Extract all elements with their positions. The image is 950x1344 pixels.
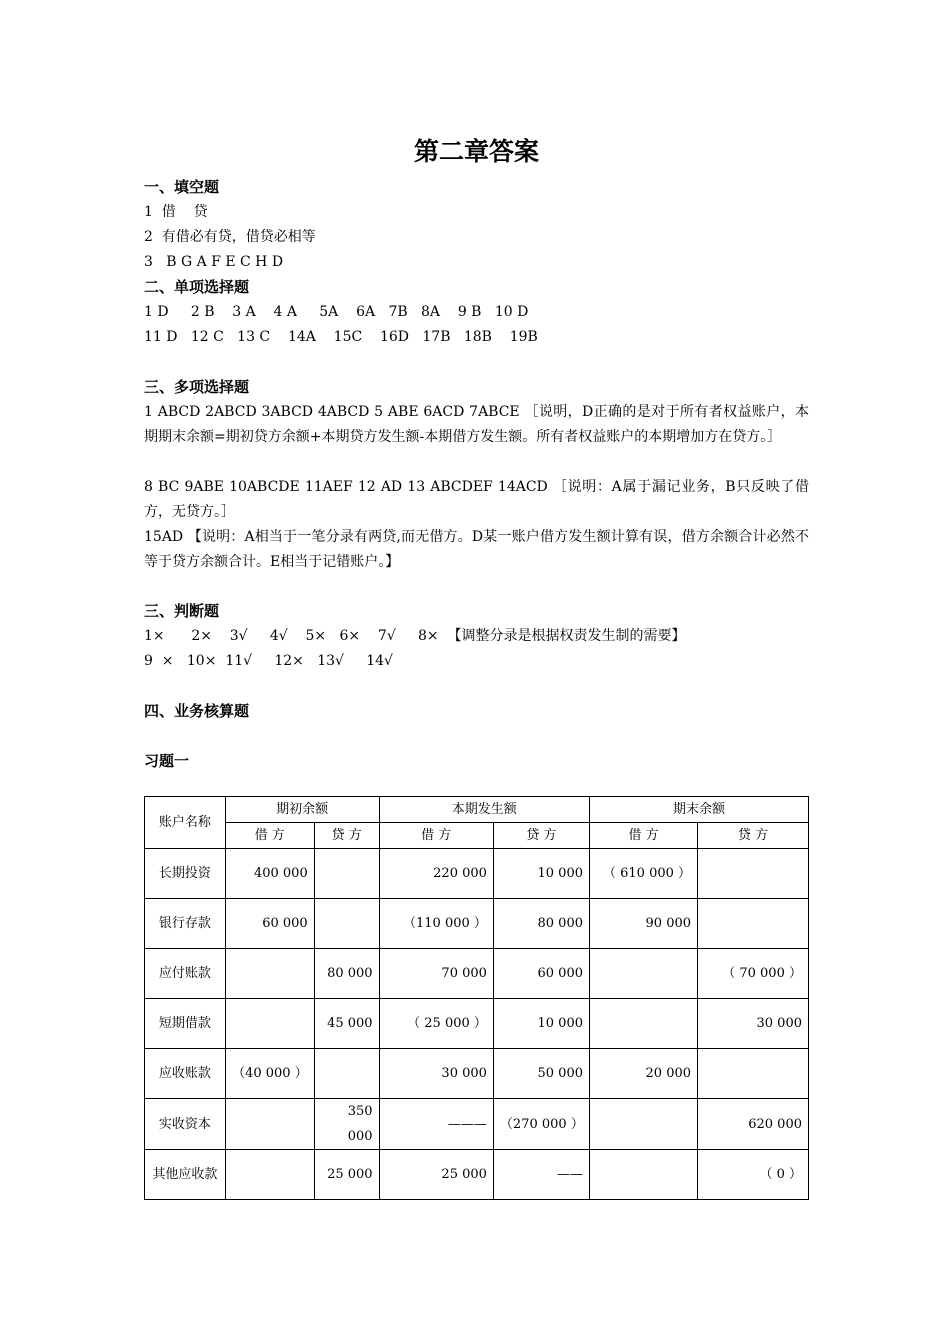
closing-credit-cell: 620 000	[698, 1099, 809, 1150]
closing-credit-cell	[698, 899, 809, 949]
section-heading-multiple-choice: 三、多项选择题	[144, 378, 250, 396]
table-row	[145, 1150, 809, 1200]
opening-credit-cell: 350 000	[314, 1099, 379, 1150]
current-credit-cell: 10 000	[493, 999, 589, 1049]
answer-paragraph: 15AD 【说明：A相当于一笔分录有两贷,而无借方。D某一账户借方发生额计算有误，借方余额合计必然不等于贷方余额合计。E相当于记错账户。】	[144, 529, 809, 570]
opening-credit-cell	[314, 1049, 379, 1099]
closing-debit-cell	[590, 1150, 698, 1200]
header-current-amount: 本期发生额	[379, 797, 589, 823]
account-balance-table	[144, 796, 809, 1200]
closing-debit-cell	[590, 949, 698, 999]
opening-credit-cell: 25 000	[314, 1150, 379, 1200]
header-credit: 贷 方	[493, 823, 589, 849]
answer-line: 1 借 贷	[144, 204, 208, 220]
current-debit-cell: 220 000	[379, 849, 493, 899]
current-credit-cell: 50 000	[493, 1049, 589, 1099]
exercise-heading: 习题一	[144, 752, 190, 770]
header-credit: 贷 方	[698, 823, 809, 849]
header-debit: 借 方	[379, 823, 493, 849]
section-heading-true-false: 三、判断题	[144, 602, 220, 620]
section-heading-business: 四、业务核算题	[144, 702, 250, 720]
closing-credit-cell	[698, 1049, 809, 1099]
current-credit-cell: （270 000 ）	[493, 1099, 589, 1150]
header-closing-balance: 期末余额	[590, 797, 809, 823]
account-name-cell: 短期借款	[145, 999, 226, 1049]
opening-credit-cell	[314, 849, 379, 899]
section-heading-single-choice: 二、单项选择题	[144, 278, 250, 296]
answer-paragraph: 8 BC 9ABE 10ABCDE 11AEF 12 AD 13 ABCDEF 14ACD ［说明：A属于漏记业务，B只反映了借方，无贷方。］	[144, 479, 809, 520]
header-account-name: 账户名称	[145, 797, 226, 849]
current-debit-cell: ———	[379, 1099, 493, 1150]
current-credit-cell: 60 000	[493, 949, 589, 999]
closing-credit-cell: （ 70 000 ）	[698, 949, 809, 999]
current-debit-cell: （110 000 ）	[379, 899, 493, 949]
opening-debit-cell: 60 000	[225, 899, 314, 949]
opening-credit-cell: 80 000	[314, 949, 379, 999]
opening-debit-cell	[225, 949, 314, 999]
account-name-cell: 实收资本	[145, 1099, 226, 1150]
opening-debit-cell: （40 000 ）	[225, 1049, 314, 1099]
page-title: 第二章答案	[413, 137, 539, 166]
current-debit-cell: （ 25 000 ）	[379, 999, 493, 1049]
opening-debit-cell	[225, 1099, 314, 1150]
table-row	[145, 999, 809, 1049]
table-row	[145, 1099, 809, 1150]
opening-debit-cell	[225, 1150, 314, 1200]
closing-credit-cell: （ 0 ）	[698, 1150, 809, 1200]
opening-debit-cell	[225, 999, 314, 1049]
account-name-cell: 长期投资	[145, 849, 226, 899]
account-name-cell: 其他应收款	[145, 1150, 226, 1200]
account-name-cell: 应收账款	[145, 1049, 226, 1099]
answer-line: 2 有借必有贷，借贷必相等	[144, 229, 316, 245]
closing-debit-cell: 20 000	[590, 1049, 698, 1099]
opening-credit-cell: 45 000	[314, 999, 379, 1049]
current-credit-cell: 10 000	[493, 849, 589, 899]
answer-line: 1× 2× 3√ 4√ 5× 6× 7√ 8× 【调整分录是根据权责发生制的需要】	[144, 628, 686, 644]
closing-debit-cell: 90 000	[590, 899, 698, 949]
header-debit: 借 方	[590, 823, 698, 849]
opening-debit-cell: 400 000	[225, 849, 314, 899]
current-debit-cell: 25 000	[379, 1150, 493, 1200]
answer-line: 1 D 2 B 3 A 4 A 5A 6A 7B 8A 9 B 10 D	[144, 304, 529, 320]
account-name-cell: 银行存款	[145, 899, 226, 949]
table-row	[145, 899, 809, 949]
closing-debit-cell: （ 610 000 ）	[590, 849, 698, 899]
current-debit-cell: 70 000	[379, 949, 493, 999]
table-row	[145, 849, 809, 899]
closing-debit-cell	[590, 1099, 698, 1150]
closing-credit-cell	[698, 849, 809, 899]
current-credit-cell: ——	[493, 1150, 589, 1200]
answer-line: 11 D 12 C 13 C 14A 15C 16D 17B 18B 19B	[144, 329, 538, 345]
table-row	[145, 949, 809, 999]
current-debit-cell: 30 000	[379, 1049, 493, 1099]
opening-credit-cell	[314, 899, 379, 949]
section-heading-fill-blank: 一、填空题	[144, 178, 220, 196]
account-name-cell: 应付账款	[145, 949, 226, 999]
table-row	[145, 1049, 809, 1099]
closing-debit-cell	[590, 999, 698, 1049]
answer-line: 9 × 10× 11√ 12× 13√ 14√	[144, 653, 393, 669]
closing-credit-cell: 30 000	[698, 999, 809, 1049]
header-debit: 借 方	[225, 823, 314, 849]
answer-line: 3 B G A F E C H D	[144, 254, 284, 270]
answer-paragraph: 1 ABCD 2ABCD 3ABCD 4ABCD 5 ABE 6ACD 7ABCE ［说明，D正确的是对于所有者权益账户，本期期末余额=期初贷方余额+本期贷方发生额-本期借方发生额。所有者权益账户的本期增加方在贷方。］	[144, 404, 809, 445]
header-credit: 贷 方	[314, 823, 379, 849]
header-opening-balance: 期初余额	[225, 797, 379, 823]
current-credit-cell: 80 000	[493, 899, 589, 949]
